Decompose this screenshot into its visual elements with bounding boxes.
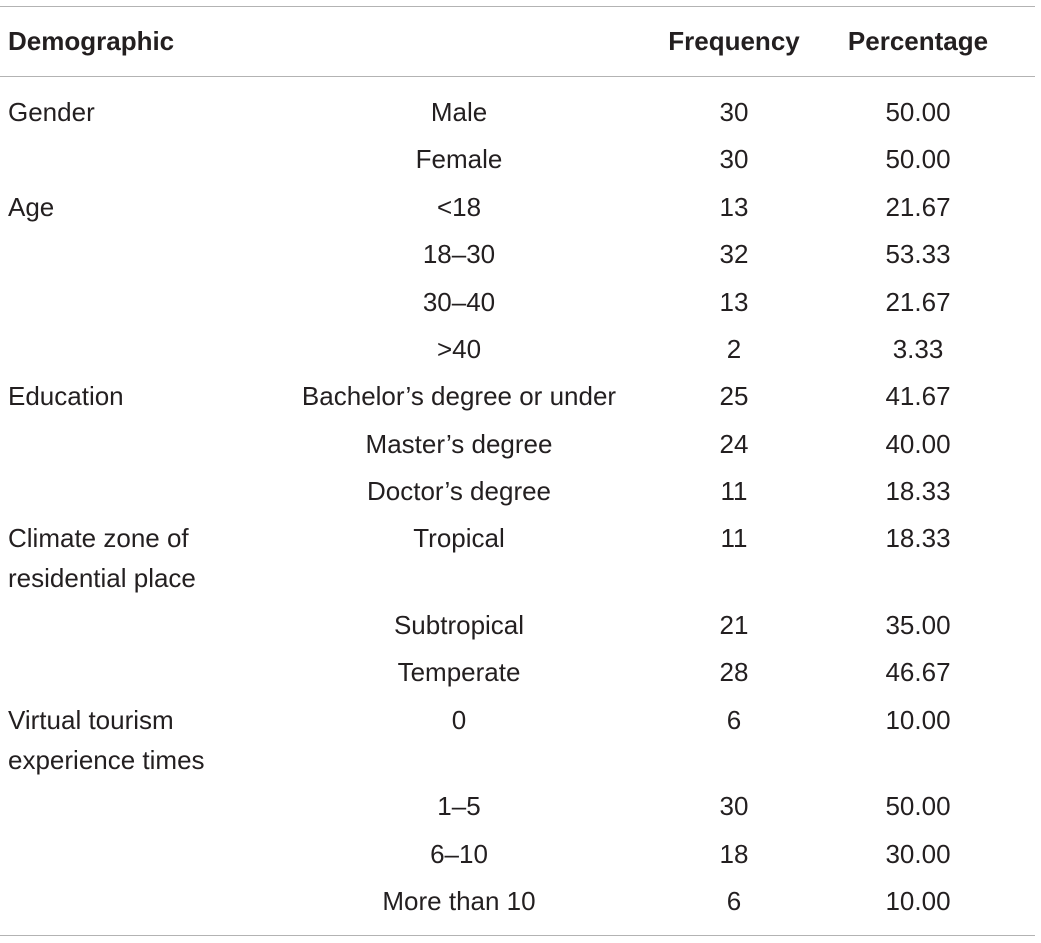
demographic-cell: [8, 518, 196, 598]
percentage-cell: 18.33: [885, 476, 951, 506]
top-rule: [0, 6, 1035, 7]
percentage-cell: 41.67: [885, 381, 951, 411]
category-cell: 18–30: [422, 239, 496, 269]
frequency-cell: 21: [719, 610, 749, 640]
frequency-cell: 13: [719, 287, 749, 317]
percentage-cell: 10.00: [885, 705, 951, 735]
demographic-cell: [8, 700, 205, 780]
percentage-cell: 53.33: [885, 239, 951, 269]
header-frequency: Frequency: [668, 26, 800, 56]
category-cell: Tropical: [413, 523, 505, 553]
demographic-cell: Age: [8, 192, 55, 222]
table-row: [0, 607, 1041, 643]
frequency-cell: 6: [726, 886, 742, 916]
demographic-label-line2: experience times: [8, 745, 205, 775]
frequency-cell: 6: [726, 705, 742, 735]
frequency-cell: 30: [719, 97, 749, 127]
header-percentage: Percentage: [847, 26, 989, 56]
category-cell: 6–10: [430, 839, 488, 869]
frequency-cell: 24: [719, 429, 749, 459]
table-row: [0, 883, 1041, 919]
table-row: [0, 189, 1041, 225]
category-cell: Master’s degree: [365, 429, 553, 459]
table-row: [0, 331, 1041, 367]
table-row: [0, 284, 1041, 320]
frequency-cell: 11: [720, 523, 748, 553]
category-cell: 0: [451, 705, 467, 735]
frequency-cell: 13: [719, 192, 749, 222]
category-cell: Subtropical: [393, 610, 525, 640]
frequency-cell: 11: [720, 476, 748, 506]
table-row: [0, 473, 1041, 509]
category-cell: Temperate: [397, 657, 521, 687]
table-row: [0, 654, 1041, 690]
category-cell: <18: [436, 192, 482, 222]
demographic-label-line2: residential place: [8, 563, 196, 593]
table-row: [0, 788, 1041, 824]
demographic-label: Climate zone of: [8, 523, 189, 553]
category-cell: 30–40: [422, 287, 496, 317]
percentage-cell: 46.67: [885, 657, 951, 687]
header-rule: [0, 76, 1035, 77]
demographic-label: Virtual tourism: [8, 705, 174, 735]
table-row: [0, 236, 1041, 272]
table-row: [0, 94, 1041, 130]
table-row: [0, 378, 1041, 414]
percentage-cell: 35.00: [885, 610, 951, 640]
header-demographic: Demographic: [8, 26, 175, 56]
category-cell: Male: [430, 97, 488, 127]
percentage-cell: 50.00: [885, 791, 951, 821]
percentage-cell: 3.33: [892, 334, 944, 364]
percentage-cell: 10.00: [885, 886, 951, 916]
table-row: [0, 836, 1041, 872]
percentage-cell: 18.33: [885, 523, 951, 553]
demographic-cell: Gender: [8, 97, 95, 127]
percentage-cell: 30.00: [885, 839, 951, 869]
percentage-cell: 50.00: [885, 144, 951, 174]
category-cell: 1–5: [437, 791, 481, 821]
table-row: [0, 702, 1041, 775]
frequency-cell: 28: [719, 657, 749, 687]
table-row: [0, 520, 1041, 593]
category-cell: Female: [415, 144, 503, 174]
table-row: [0, 141, 1041, 177]
percentage-cell: 21.67: [885, 287, 951, 317]
category-cell: Doctor’s degree: [366, 476, 552, 506]
frequency-cell: 25: [719, 381, 749, 411]
category-cell: Bachelor’s degree or under: [301, 381, 617, 411]
frequency-cell: 2: [726, 334, 742, 364]
category-cell: >40: [436, 334, 482, 364]
demographic-cell: Education: [8, 381, 124, 411]
percentage-cell: 21.67: [885, 192, 951, 222]
frequency-cell: 18: [719, 839, 749, 869]
frequency-cell: 30: [719, 791, 749, 821]
bottom-rule: [0, 935, 1035, 936]
percentage-cell: 40.00: [885, 429, 951, 459]
frequency-cell: 30: [719, 144, 749, 174]
category-cell: More than 10: [382, 886, 536, 916]
frequency-cell: 32: [719, 239, 749, 269]
table-row: [0, 426, 1041, 462]
percentage-cell: 50.00: [885, 97, 951, 127]
